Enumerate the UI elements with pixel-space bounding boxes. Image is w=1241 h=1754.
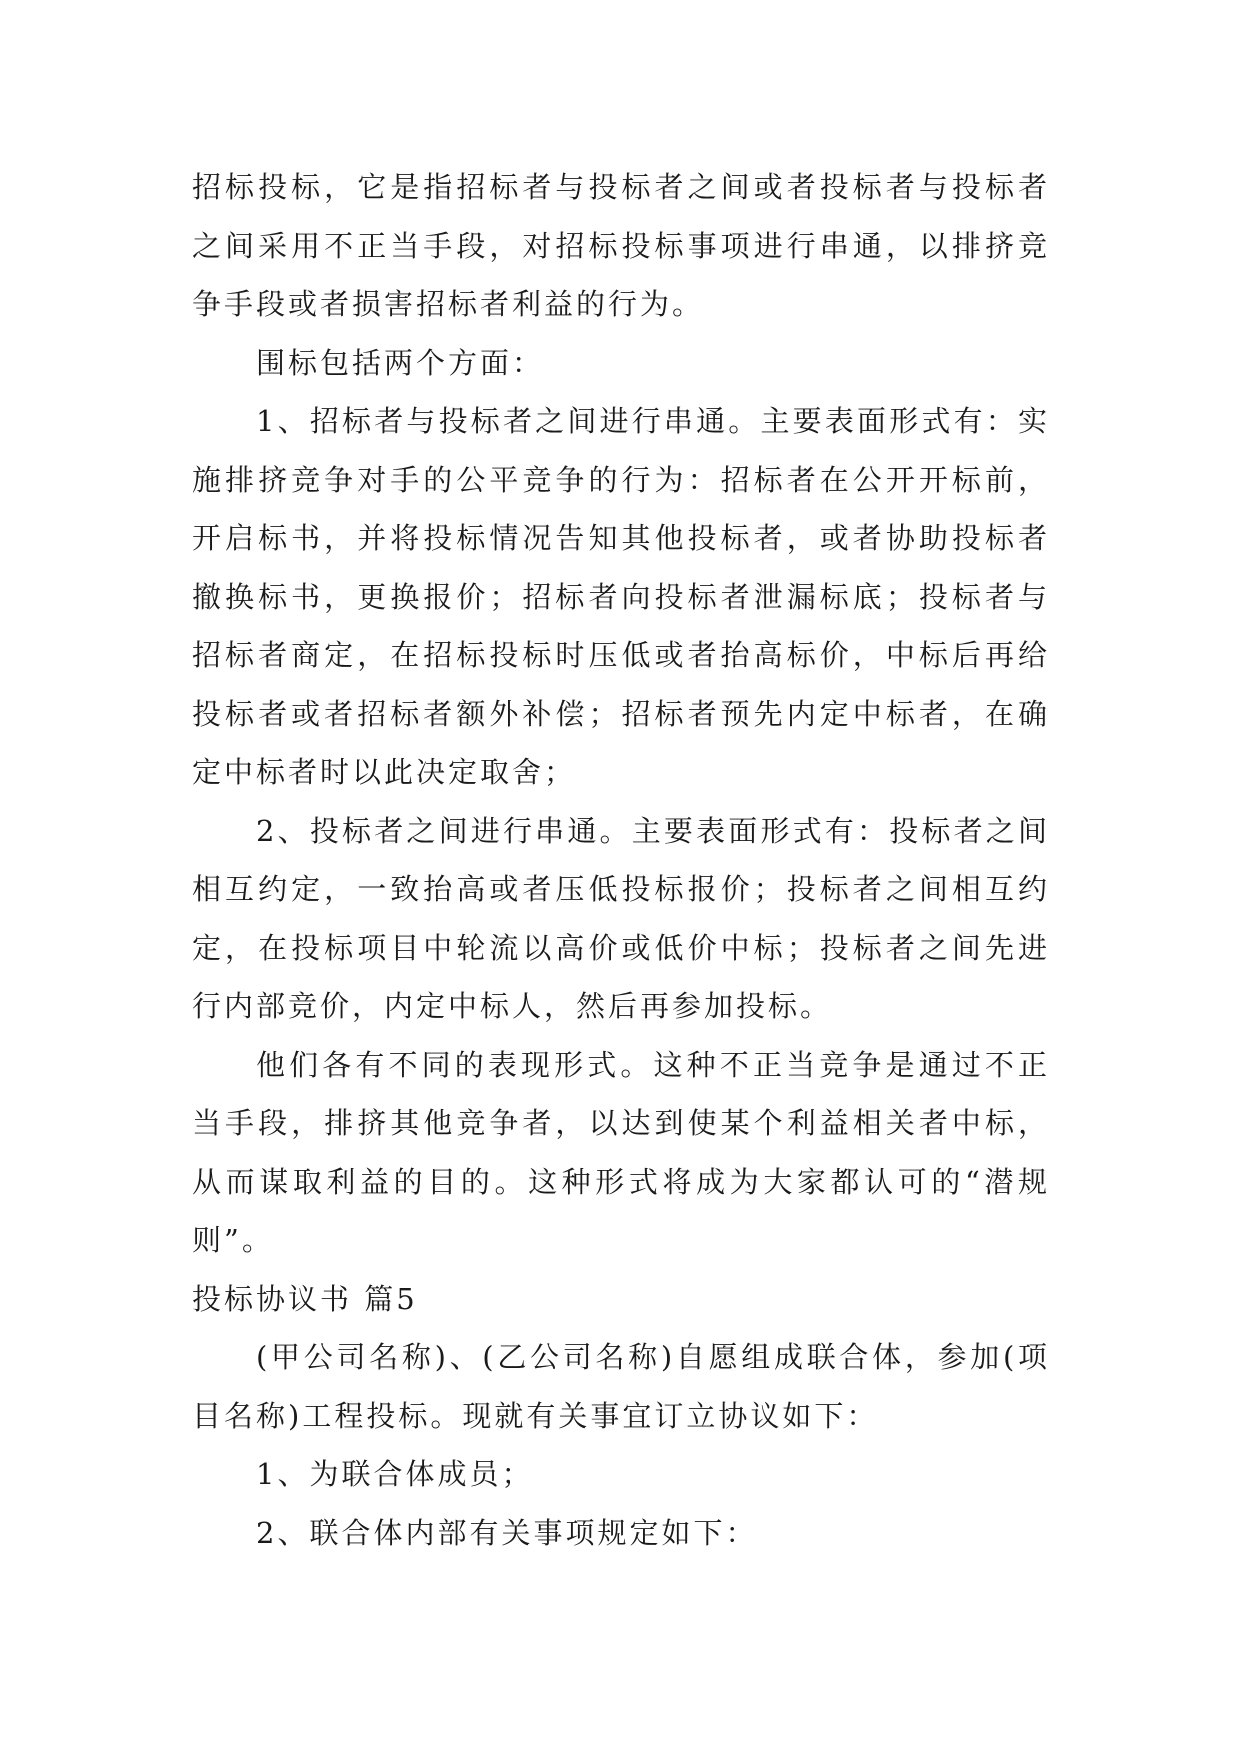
paragraph-agreement-intro: (甲公司名称)、(乙公司名称)自愿组成联合体，参加(项目名称)工程投标。现就有关事宜订立协议如下： <box>192 1340 1050 1433</box>
paragraph-summary: 他们各有不同的表现形式。这种不正当竞争是通过不正当手段，排挤其他竞争者，以达到使某个利益相关者中标，从而谋取利益的目的。这种形式将成为大家都认可的“潜规则”。 <box>192 1047 1050 1257</box>
paragraph-aspect-2: 2、投标者之间进行串通。主要表面形式有：投标者之间相互约定，一致抬高或者压低投标报价；投标者之间相互约定，在投标项目中轮流以高价或低价中标；投标者之间先进行内部竞价，内定中标人，然后再参加投标。 <box>192 813 1050 1023</box>
paragraph-aspect-1: 1、招标者与投标者之间进行串通。主要表面形式有：实施排挤竞争对手的公平竞争的行为：招标者在公开开标前，开启标书，并将投标情况告知其他投标者，或者协助投标者撤换标书，更换报价；招标者向投标者泄漏标底；投标者与招标者商定，在招标投标时压低或者抬高标价，中标后再给投标者或者招标者额外补偿；招标者预先内定中标者，在确定中标者时以此决定取舍； <box>192 404 1050 789</box>
section-heading: 投标协议书 篇5 <box>192 1281 418 1316</box>
paragraph-clause-1: 1、为联合体成员； <box>256 1457 534 1491</box>
document-body <box>192 158 1050 1562</box>
paragraph-definition: 招标投标，它是指招标者与投标者之间或者投标者与投标者之间采用不正当手段，对招标投标事项进行串通，以排挤竞争手段或者损害招标者利益的行为。 <box>192 170 1050 321</box>
paragraph-two-aspects: 围标包括两个方面： <box>256 345 545 380</box>
paragraph-clause-2: 2、联合体内部有关事项规定如下： <box>256 1515 758 1550</box>
